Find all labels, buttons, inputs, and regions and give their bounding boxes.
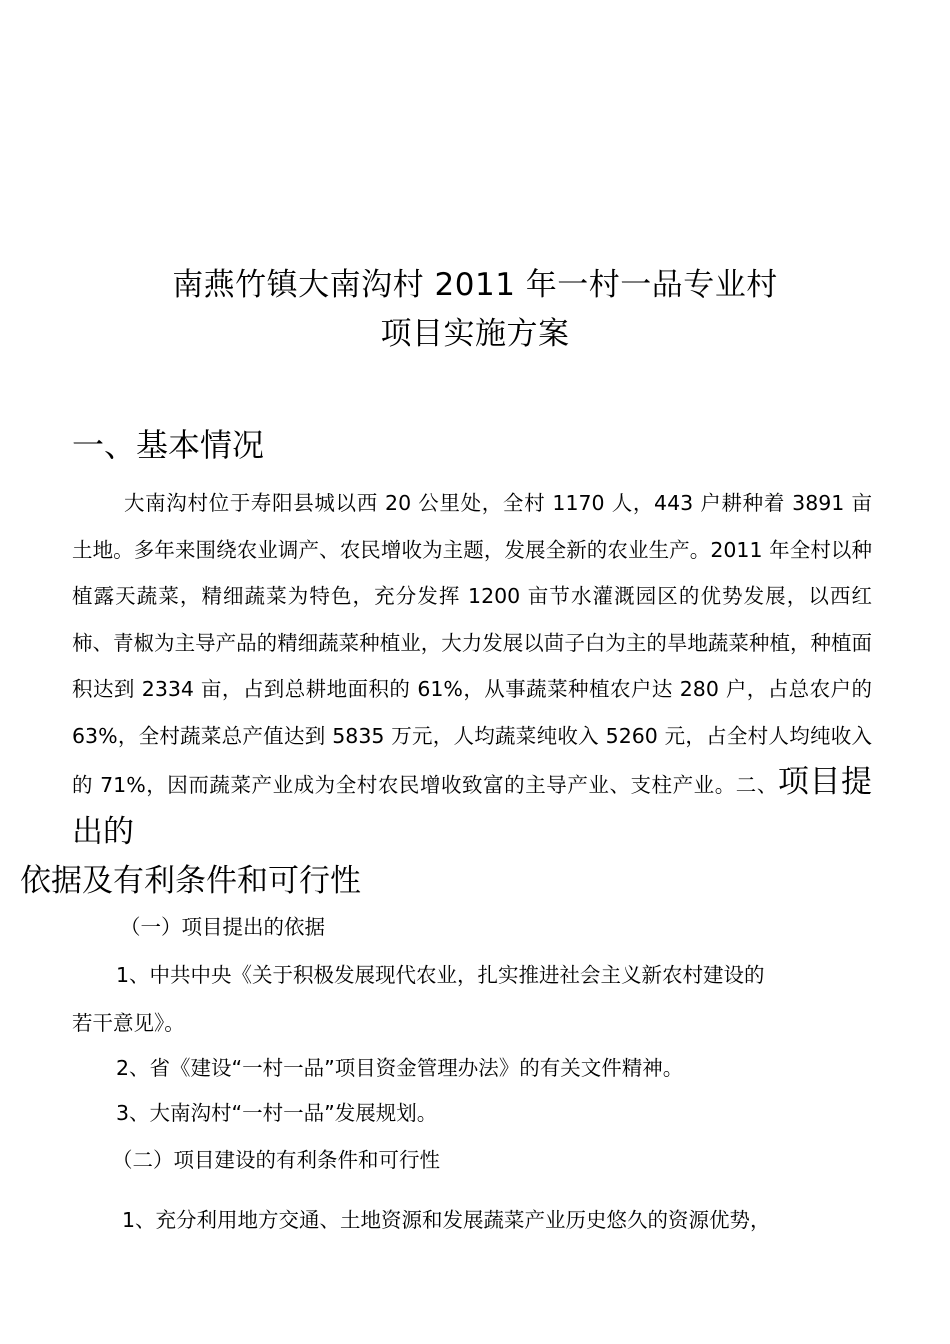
subsection2-heading: （二）项目建设的有利条件和可行性 (112, 1148, 440, 1172)
document-title-line1: 南燕竹镇大南沟村 2011 年一村一品专业村 (172, 267, 778, 303)
basis-item-3: 3、大南沟村“一村一品”发展规划。 (116, 1101, 438, 1125)
section1-paragraph-text: 大南沟村位于寿阳县城以西 20 公里处，全村 1170 人，443 户耕种着 3891 亩土地。多年来围绕农业调产、农民增收为主题，发展全新的农业生产。2011 年全村以种植露天蔬菜，精细蔬菜为特色，充分发挥 1200 亩节水灌溉园区的优势发展，以西红柿、青椒为主导产品的精细蔬菜种植业，大力发展以茴子白为主的旱地蔬菜种植，种植面积达到 2334 亩，占到总耕地面积的 61%，从事蔬菜种植农户达 280 户，占总农户的 63%，全村蔬菜总产值达到 5835 万元，人均蔬菜纯收入 5260 元，占全村人均纯收入的 71%，因而蔬菜产业成为全村农民增收致富的主导产业、支柱产业。 (72, 491, 872, 797)
section1-paragraph (20, 480, 872, 908)
subsection1-heading: （一）项目提出的依据 (120, 915, 325, 939)
section2-heading-part2: 依据及有利条件和可行性 (20, 863, 361, 899)
section2-prefix: 二、 (735, 773, 778, 797)
basis-item-1-line1: 1、中共中央《关于积极发展现代农业，扎实推进社会主义新农村建设的 (116, 963, 765, 987)
document-title-line2: 项目实施方案 (380, 316, 570, 352)
basis-item-2: 2、省《建设“一村一品”项目资金管理办法》的有关文件精神。 (116, 1056, 684, 1080)
basis-item-1-line2: 若干意见》。 (72, 1011, 185, 1035)
section2-heading-part1: 项目提出的 (72, 764, 872, 850)
condition-item-1: 1、充分利用地方交通、土地资源和发展蔬菜产业历史悠久的资源优势， (122, 1208, 771, 1232)
section1-heading: 一、基本情况 (72, 426, 265, 464)
